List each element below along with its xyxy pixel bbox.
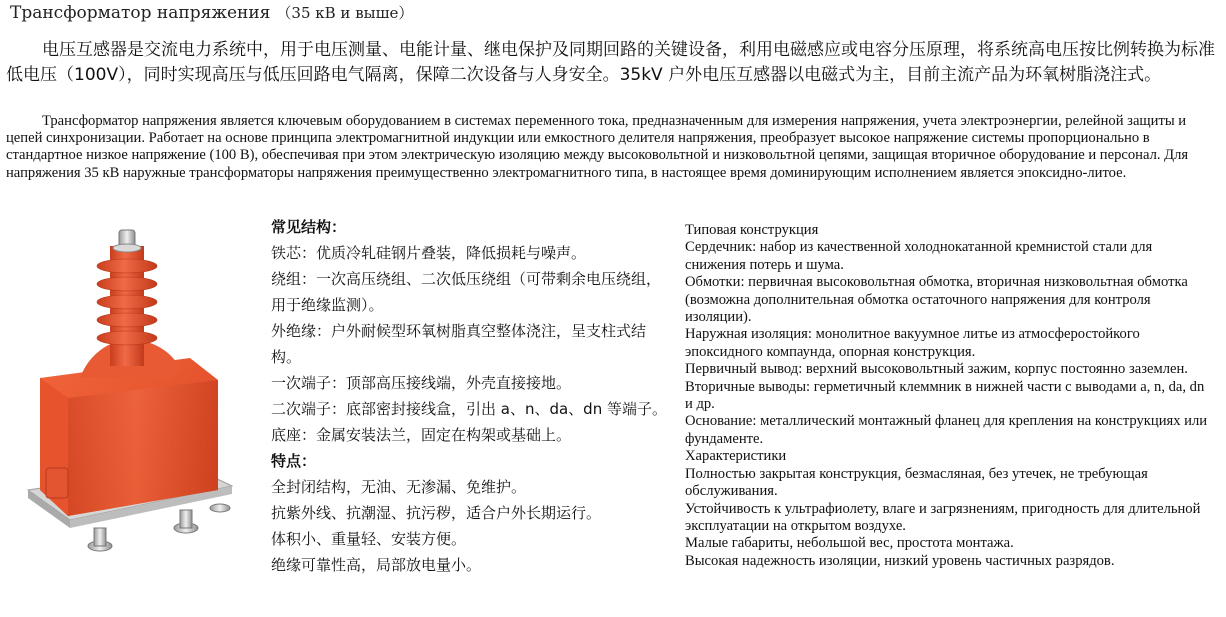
structure-item-zh: 一次端子：顶部高压接线端，外壳直接接地。: [271, 374, 572, 392]
feature-item-zh: 全封闭结构，无油、无渗漏、免维护。: [271, 478, 527, 496]
feature-item-ru: Полностью закрытая конструкция, безмасляная, без утечек, не требующая обслуживания.: [685, 465, 1148, 500]
title-text: Трансформатор напряжения: [10, 3, 271, 23]
structure-item-zh: 二次端子：底部密封接线盒，引出 a、n、da、dn 等端子。: [271, 400, 667, 418]
structure-item-ru: Основание: металлический монтажный фланец для крепления на конструкциях или фундаменте.: [685, 413, 1208, 447]
russian-details: [685, 222, 1215, 570]
feature-item-ru: Устойчивость к ультрафиолету, влаге и загрязнениям, пригодность для длительной эксплуатации на открытом воздухе.: [685, 500, 1201, 534]
voltage-transformer-image: [20, 228, 235, 560]
page-title: [10, 2, 413, 23]
features-heading-ru: Характеристики: [685, 448, 787, 465]
feature-item-zh: 绝缘可靠性高，局部放电量小。: [271, 556, 482, 574]
intro-chinese: 电压互感器是交流电力系统中，用于电压测量、电能计量、继电保护及同期回路的关键设备，利用电磁感应或电容分压原理，将系统高电压按比例转换为标准低电压（100V），同时实现高压与低压回路电气隔离，保障二次设备与人身安全。35kV 户外电压互感器以电磁式为主，目前主流产品为环氧树脂浇注式。: [6, 40, 1215, 85]
structure-item-ru: Наружная изоляция: монолитное вакуумное литье из атмосферостойкого эпоксидного компаунда, опорная конструкция.: [685, 326, 1140, 360]
structure-heading-ru: Типовая конструкция: [685, 222, 819, 238]
structure-item-zh: 底座：金属安装法兰，固定在构架或基础上。: [271, 426, 572, 444]
chinese-details: [271, 214, 671, 578]
feature-item-ru: Высокая надежность изоляции, низкий уровень частичных разрядов.: [685, 552, 1115, 569]
structure-item-zh: 铁芯：优质冷轧硅钢片叠装，降低损耗与噪声。: [271, 244, 587, 262]
features-heading-zh: 特点：: [271, 452, 317, 470]
feature-item-ru: Малые габариты, небольшой вес, простота монтажа.: [685, 535, 1014, 552]
structure-item-ru: Вторичные выводы: герметичный клеммник в нижней части с выводами a, n, da, dn и др.: [685, 378, 1205, 413]
structure-item-ru: Обмотки: первичная высоковольтная обмотка, вторичная низковольтная обмотка (возможна дополнительная обмотка остаточного напряжения для контроля изоляции).: [685, 274, 1188, 326]
feature-item-zh: 体积小、重量轻、安装方便。: [271, 530, 467, 548]
structure-item-zh: 外绝缘：户外耐候型环氧树脂真空整体浇注，呈支柱式结构。: [271, 322, 647, 366]
title-voltage-note: （35 кВ и выше）: [276, 4, 414, 22]
structure-item-ru: Сердечник: набор из качественной холоднокатанной кремнистой стали для снижения потерь и шума.: [685, 239, 1153, 273]
intro-russian: Трансформатор напряжения является ключевым оборудованием в системах переменного тока, предназначенным для измерения напряжения, учета электроэнергии, релейной защиты и цепей синхронизации. Работает на основе принципа электромагнитной индукции или емкостного делителя напряжения, преобразует высокое напряжение системы пропорционально в стандартное низкое напряжение (100 В), обеспечивая при этом электрическую изоляцию между высоковольтной и низковольтной цепями, защищая вторичное оборудование и персонал. Для напряжения 35 кВ наружные трансформаторы напряжения преимущественно электромагнитного типа, в настоящее время доминирующим исполнением является эпоксидно-литое.: [6, 113, 1189, 181]
feature-item-zh: 抗紫外线、抗潮湿、抗污秽，适合户外长期运行。: [271, 504, 602, 522]
structure-item-ru: Первичный вывод: верхний высоковольтный зажим, корпус постоянно заземлен.: [685, 361, 1188, 378]
structure-heading-zh: 常见结构：: [271, 218, 347, 236]
structure-item-zh: 绕组：一次高压绕组、二次低压绕组（可带剩余电压绕组，用于绝缘监测）。: [271, 270, 662, 314]
